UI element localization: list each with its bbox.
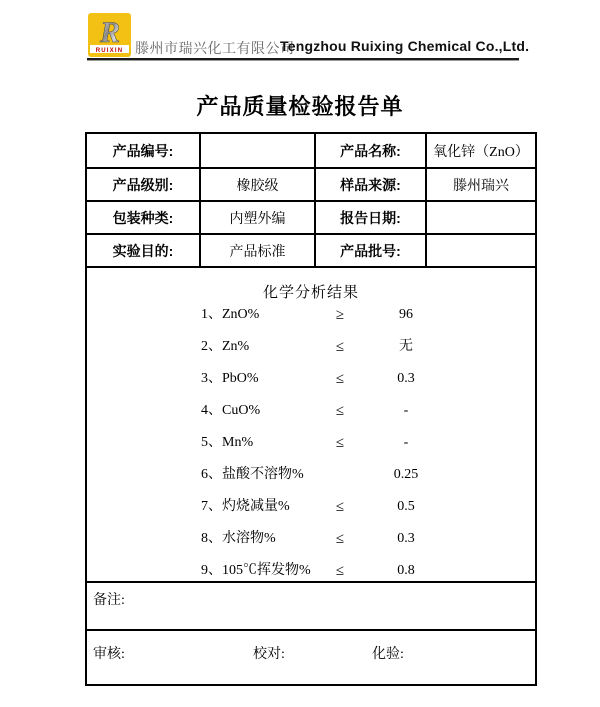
analyte-value: - [403, 435, 409, 450]
assay-label: 化验: [372, 647, 404, 662]
analyte-name: 8、水溶物% [201, 531, 276, 546]
analyte-name: 3、PbO% [201, 371, 259, 386]
analyte-name: 9、105℃挥发物% [201, 563, 311, 578]
packing-type-label: 包装种类: [87, 200, 199, 233]
info-grid [87, 134, 535, 266]
ruixin-logo-icon [88, 13, 131, 57]
analysis-row [87, 523, 535, 555]
report-table [85, 132, 537, 686]
analyte-name: 1、ZnO% [201, 307, 260, 322]
limit-symbol: ≤ [335, 435, 345, 451]
report-date-label: 报告日期: [314, 200, 425, 233]
analyte-name: 7、灼烧减量% [201, 499, 290, 514]
analyte-value: 无 [399, 339, 413, 354]
remarks-label: 备注: [93, 593, 125, 608]
batch-no-value [425, 233, 535, 266]
analyte-value: 96 [399, 307, 413, 322]
product-code-value [199, 134, 314, 167]
product-code-label: 产品编号: [112, 142, 174, 159]
proofread-label: 校对: [253, 647, 285, 662]
analyte-value: 0.3 [397, 371, 415, 386]
analysis-row [87, 363, 535, 395]
limit-symbol: ≥ [335, 307, 345, 323]
letterhead-rule [87, 58, 519, 61]
sample-source-value: 滕州瑞兴 [425, 167, 535, 200]
batch-no-label: 产品批号: [314, 233, 425, 266]
test-purpose-value: 产品标准 [199, 233, 314, 266]
signoff-section [87, 629, 535, 684]
packing-type-value: 内塑外编 [199, 200, 314, 233]
analysis-row [87, 331, 535, 363]
analysis-header: 化学分析结果 [262, 285, 359, 301]
analyte-name: 5、Mn% [201, 435, 254, 450]
logo-brand-text: RUIXIN [95, 48, 124, 54]
analyte-value: 0.25 [393, 467, 419, 482]
limit-symbol: ≤ [335, 371, 345, 387]
limit-symbol: ≤ [335, 531, 345, 547]
product-grade-value: 橡胶级 [199, 167, 314, 200]
remarks-section [87, 581, 535, 629]
analysis-row [87, 299, 535, 331]
limit-symbol: ≤ [335, 403, 345, 419]
limit-symbol: ≤ [335, 499, 345, 515]
analysis-row [87, 491, 535, 523]
limit-symbol: ≤ [335, 563, 345, 579]
review-label: 审核: [93, 647, 125, 662]
product-name-label: 产品名称: [314, 134, 425, 167]
report-date-value [425, 200, 535, 233]
logo-letter: R [99, 16, 121, 49]
product-grade-label: 产品级别: [87, 167, 199, 200]
analysis-section [87, 266, 535, 581]
analyte-name: 6、盐酸不溶物% [201, 467, 304, 482]
analyte-name: 2、Zn% [201, 339, 250, 354]
analysis-row [87, 459, 535, 491]
test-purpose-label: 实验目的: [87, 233, 199, 266]
limit-symbol: ≤ [335, 339, 345, 355]
analyte-value: 0.8 [397, 563, 415, 578]
analyte-value: 0.5 [397, 499, 415, 514]
company-name-cn: 滕州市瑞兴化工有限公司 [135, 42, 295, 57]
product-name-value: 氧化锌（ZnO） [425, 134, 535, 167]
analyte-name: 4、CuO% [201, 403, 261, 418]
analysis-row [87, 395, 535, 427]
sample-source-label: 样品来源: [314, 167, 425, 200]
document-title: 产品质量检验报告单 [196, 94, 404, 119]
analyte-value: - [403, 403, 409, 418]
analysis-row [87, 427, 535, 459]
analyte-value: 0.3 [397, 531, 415, 546]
company-name-en: Tengzhou Ruixing Chemical Co.,Ltd. [280, 38, 530, 54]
